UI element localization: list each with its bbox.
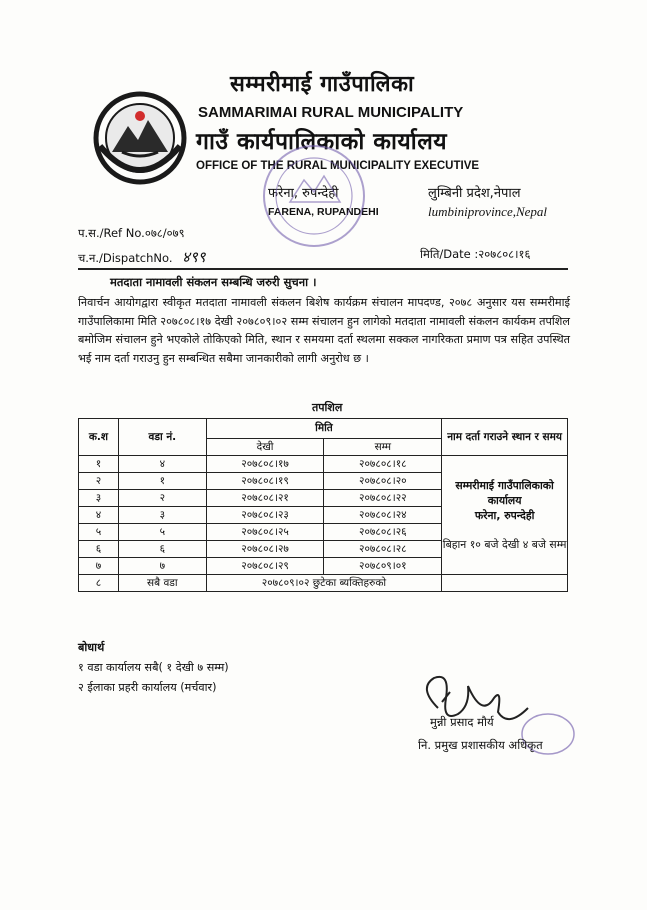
header-sn: क.श [79,419,119,456]
cell-from: २०७८०८।२१ [206,490,324,507]
cc-item-1: १ वडा कार्यालय सबै( १ देखी ७ सम्म) [78,661,229,674]
header-venue: नाम दर्ता गराउने स्थान र समय [442,419,568,456]
cc-title: बोधार्थ [78,641,105,654]
cc-item-2: २ ईलाका प्रहरी कार्यालय (मर्चवार) [78,681,217,694]
dispatch-number [78,247,206,267]
cell-from: २०७८०८।२९ [206,558,324,575]
venue-cell [442,456,568,575]
cell-empty [442,575,568,592]
cell-ward: सबै वडा [118,575,206,592]
ref-value: ०७८/०७९ [144,226,185,240]
municipality-name-ne: सम्मरीमाई गाउँपालिका [230,72,415,97]
cell-sn: १ [79,456,119,473]
office-name-en: OFFICE OF THE RURAL MUNICIPALITY EXECUTIVE [196,160,480,172]
municipality-logo [92,90,188,186]
notice-body: निवार्चन आयोगद्वारा स्वीकृत मतदाता नामावली संकलन बिशेष कार्यक्रम संचालन मापदण्ड, २०७८ अनुसार यस सम्मरीमाई गाउँपालिकामा मिति २०७८०८।१७ देखी २०७८०९।०२ सम्म संचालन हुन लागेको मतदाता नामावली संकलन कार्यकम तपशिल बमोजिम संचालन हुने भएकोले तोकिएको मिति, स्थान र समयमा दर्ता स्थलमा सक्कल नागरिकता प्रमाण पत्र सहित उपस्थित भई नाम दर्ता गराउनु हुन सम्बन्धित सबैमा जानकारीको लागी अनुरोध छ । [78,296,570,365]
cell-sn: २ [79,473,119,490]
cell-ward: ३ [118,507,206,524]
table-row [79,456,568,473]
cell-ward: ७ [118,558,206,575]
venue-line2: फरेना, रुपन्देही [474,509,535,522]
header-to: सम्म [324,438,442,455]
cell-from: २०७८०८।२३ [206,507,324,524]
location-en: FARENA, RUPANDEHI [268,206,379,218]
province-ne: लुम्बिनी प्रदेश,नेपाल [428,186,521,201]
dispatch-value: ४९९ [182,248,206,266]
cell-to: २०७८०८।२४ [324,507,442,524]
cell-sn: ७ [79,558,119,575]
province-en: lumbiniprovince,Nepal [428,204,548,219]
cell-ward: ५ [118,524,206,541]
divider [78,268,568,270]
cell-ward: २ [118,490,206,507]
ref-number [78,226,185,241]
cell-to: २०७८०८।१८ [324,456,442,473]
cell-merged-date: २०७८०९।०२ छुटेका ब्यक्तिहरुको [206,575,442,592]
dispatch-label: च.न./DispatchNo. [78,251,173,265]
cell-to: २०७८०८।२० [324,473,442,490]
cell-to: २०७८०८।२८ [324,541,442,558]
cell-from: २०७८०८।२७ [206,541,324,558]
cell-from: २०७८०८।२५ [206,524,324,541]
cell-to: २०७८०८।२६ [324,524,442,541]
venue-time: बिहान १० बजे देखी ४ बजे सम्म [442,538,567,551]
cell-ward: १ [118,473,206,490]
notice-subject: मतदाता नामावली संकलन सम्बन्धि जरुरी सुचना । [110,275,317,289]
cell-sn: ३ [79,490,119,507]
office-name-ne: गाउँ कार्यपालिकाको कार्यालय [196,129,448,155]
signatory-name: मुन्नी प्रसाद मौर्य [430,715,494,729]
cell-from: २०७८०८।१७ [206,456,324,473]
cell-ward: ६ [118,541,206,558]
venue-line1: सम्मरीमाई गाउँपालिकाको कार्यालय [455,479,554,507]
municipality-name-en: SAMMARIMAI RURAL MUNICIPALITY [198,104,464,121]
table-header-row [79,419,568,439]
cell-sn: ८ [79,575,119,592]
cell-from: २०७८०८।१९ [206,473,324,490]
schedule-table [78,418,568,592]
cell-sn: ६ [79,541,119,558]
date-value: २०७८०८।१६ [478,247,531,261]
header-date: मिति [206,419,442,439]
location-ne: फरेना, रुपन्देही [268,186,339,201]
ref-label: प.स./Ref No. [78,226,145,240]
cell-to: २०७८०८।२२ [324,490,442,507]
table-row-last [79,575,568,592]
cell-ward: ४ [118,456,206,473]
cell-sn: ५ [79,524,119,541]
office-stamp [258,140,370,252]
cell-to: २०७८०९।०१ [324,558,442,575]
header-from: देखी [206,438,324,455]
cell-sn: ४ [79,507,119,524]
date-label: मिति/Date : [420,247,479,261]
date [420,247,530,262]
signatory-title: नि. प्रमुख प्रशासकीय अधिकृत [418,738,543,752]
header-ward: वडा नं. [118,419,206,456]
table-caption: तपशिल [312,401,343,414]
